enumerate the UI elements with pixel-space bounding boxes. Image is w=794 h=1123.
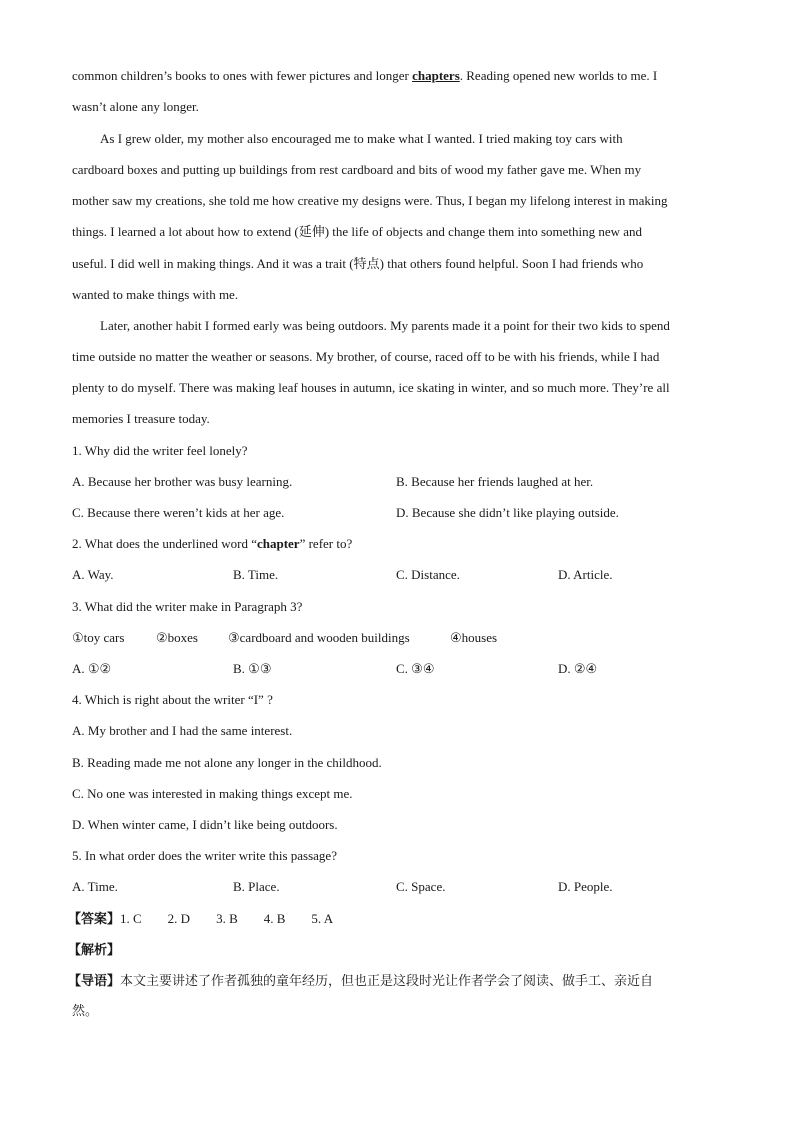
passage-line: useful. I did well in making things. And it was a trait (特点) that others found helpful. Soon I had friends who <box>72 256 644 271</box>
question-1-stem: 1. Why did the writer feel lonely? <box>72 443 248 458</box>
question-4-stem: 4. Which is right about the writer “I” ? <box>72 692 273 707</box>
q4-option-b[interactable]: B. Reading made me not alone any longer in the childhood. <box>72 755 382 770</box>
q5-option-d[interactable]: D. People. <box>558 879 613 894</box>
q5-option-b[interactable]: B. Place. <box>233 879 280 894</box>
guide-line <box>68 974 653 990</box>
passage-line: As I grew older, my mother also encouraged me to make what I wanted. I tried making toy cars with <box>100 131 623 146</box>
passage-line <box>72 68 657 84</box>
passage-line: plenty to do myself. There was making leaf houses in autumn, ice skating in winter, and so much more. They’re all <box>72 380 670 395</box>
q1-option-b[interactable]: B. Because her friends laughed at her. <box>396 474 594 489</box>
passage-line: wasn’t alone any longer. <box>72 99 199 114</box>
q1-option-c[interactable]: C. Because there weren’t kids at her age. <box>72 505 285 520</box>
passage-text: . Reading opened new worlds to me. I <box>459 68 658 83</box>
passage-line: mother saw my creations, she told me how creative my designs were. Thus, I began my lifelong interest in making <box>72 193 668 208</box>
question-5-stem: 5. In what order does the writer write this passage? <box>72 848 337 863</box>
q1-option-a[interactable]: A. Because her brother was busy learning. <box>72 474 293 489</box>
q3-option-d[interactable]: D. ②④ <box>558 661 598 676</box>
q2-option-a[interactable]: A. Way. <box>72 567 114 582</box>
guide-text: 本文主要讲述了作者孤独的童年经历，但也正是这段时光让作者学会了阅读、做手工、亲近自 <box>120 974 654 989</box>
q4-option-d[interactable]: D. When winter came, I didn’t like being outdoors. <box>72 817 338 832</box>
passage-line: Later, another habit I formed early was being outdoors. My parents made it a point for their two kids to spend <box>100 318 670 333</box>
passage-line: things. I learned a lot about how to extend (延伸) the life of objects and change them into something new and <box>72 224 643 239</box>
passage-line: cardboard boxes and putting up buildings from rest cardboard and bits of wood my father gave me. When my <box>72 162 642 177</box>
answer-key <box>68 911 333 928</box>
q3-option-b[interactable]: B. ①③ <box>233 661 272 676</box>
q4-option-c[interactable]: C. No one was interested in making things except me. <box>72 786 353 801</box>
q3-option-c[interactable]: C. ③④ <box>396 661 435 676</box>
answer-label: 【答案】 <box>68 912 121 927</box>
q3-item-1: ①toy cars <box>72 630 125 645</box>
q3-option-a[interactable]: A. ①② <box>72 661 112 676</box>
underlined-word-chapters: chapters <box>412 68 460 83</box>
bold-word-chapter: chapter <box>256 536 300 551</box>
q2-option-c[interactable]: C. Distance. <box>396 567 460 582</box>
q5-option-a[interactable]: A. Time. <box>72 879 118 894</box>
question-2-stem: 2. What does the underlined word “chapter” refer to? <box>72 536 353 551</box>
q3-item-2: ②boxes <box>156 630 198 645</box>
q2-option-d[interactable]: D. Article. <box>558 567 613 582</box>
q4-option-a[interactable]: A. My brother and I had the same interest. <box>72 723 293 738</box>
passage-text: common children’s books to ones with fewer pictures and longer <box>72 68 413 83</box>
answer-values: 1. C 2. D 3. B 4. B 5. A <box>120 911 334 926</box>
q5-option-c[interactable]: C. Space. <box>396 879 446 894</box>
q2-option-b[interactable]: B. Time. <box>233 567 279 582</box>
analysis-label: 【解析】 <box>68 943 121 958</box>
question-3-stem: 3. What did the writer make in Paragraph 3? <box>72 599 303 614</box>
guide-line-2: 然。 <box>72 1004 99 1019</box>
q3-item-3: ③cardboard and wooden buildings <box>228 630 410 645</box>
passage-line: wanted to make things with me. <box>72 287 239 302</box>
passage-line: memories I treasure today. <box>72 411 210 426</box>
guide-label: 【导语】 <box>68 974 121 989</box>
passage-line: time outside no matter the weather or seasons. My brother, of course, raced off to be with his friends, while I had <box>72 349 660 364</box>
q1-option-d[interactable]: D. Because she didn’t like playing outside. <box>396 505 619 520</box>
q3-item-4: ④houses <box>450 630 498 645</box>
